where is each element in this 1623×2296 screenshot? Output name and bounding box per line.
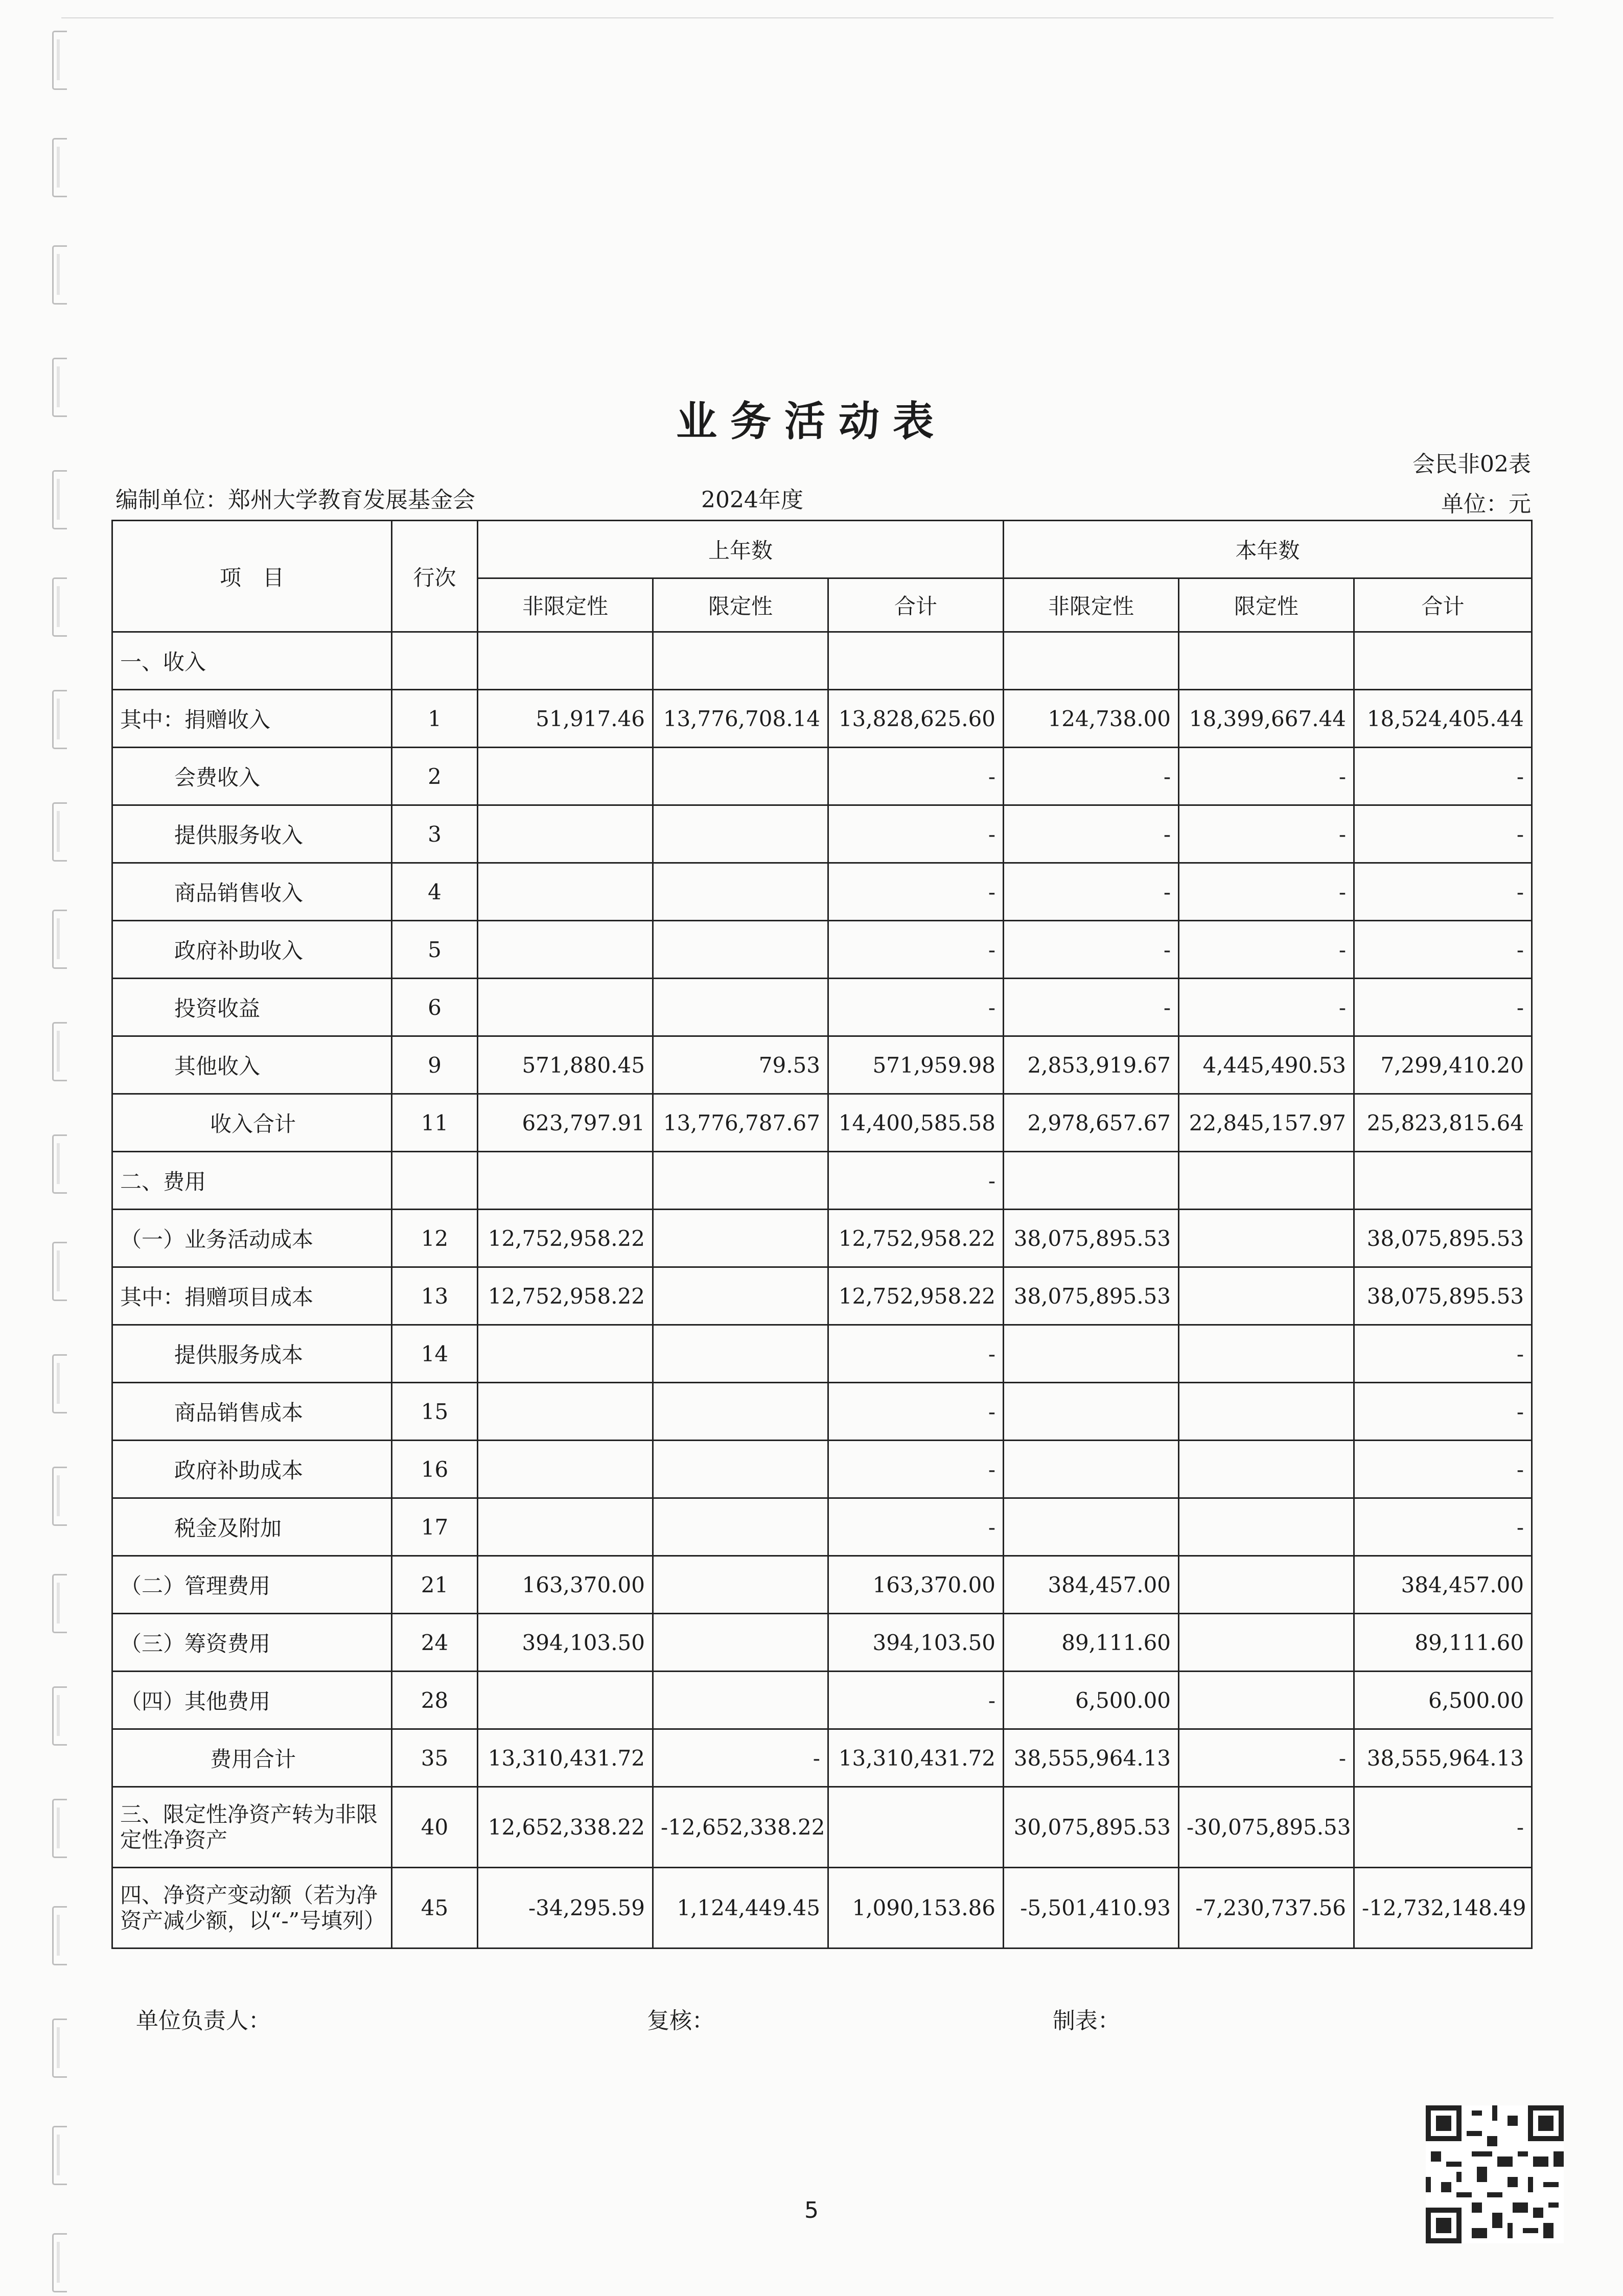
cell-cur-restricted (1179, 1210, 1354, 1267)
cell-prev-restricted (653, 1441, 828, 1498)
cell-prev-total: 571,959.98 (828, 1036, 1004, 1094)
cell-prev-restricted (653, 748, 828, 805)
currency-unit: 单位：元 (1441, 491, 1531, 517)
cell-cur-total: 18,524,405.44 (1354, 690, 1532, 748)
cell-prev-restricted: 13,776,708.14 (653, 690, 828, 748)
form-code: 会民非02表 (1412, 451, 1531, 477)
row-line-no: 17 (392, 1498, 478, 1556)
cell-prev-total: - (828, 1152, 1004, 1210)
cell-prev-unrestricted (478, 979, 653, 1036)
header-cur-year: 本年数 (1004, 521, 1532, 578)
cell-prev-unrestricted: 394,103.50 (478, 1614, 653, 1672)
table-row (112, 1152, 1532, 1210)
cell-cur-restricted (1179, 1383, 1354, 1441)
cell-cur-unrestricted (1004, 1152, 1179, 1210)
table-row (112, 1441, 1532, 1498)
cell-prev-total: 12,752,958.22 (828, 1267, 1004, 1325)
cell-cur-total: - (1354, 1325, 1532, 1383)
binder-hole (52, 1022, 67, 1081)
cell-prev-unrestricted (478, 1152, 653, 1210)
binder-hole (52, 1134, 67, 1194)
header-item: 项 目 (112, 521, 392, 632)
row-line-no: 28 (392, 1672, 478, 1729)
row-line-no: 14 (392, 1325, 478, 1383)
row-label: 费用合计 (112, 1729, 392, 1787)
cell-prev-unrestricted (478, 1383, 653, 1441)
cell-prev-restricted (653, 1672, 828, 1729)
cell-cur-unrestricted: 2,853,919.67 (1004, 1036, 1179, 1094)
cell-prev-unrestricted: 12,752,958.22 (478, 1210, 653, 1267)
row-label: 一、收入 (112, 632, 392, 690)
cell-cur-total: - (1354, 1787, 1532, 1868)
cell-cur-restricted: - (1179, 1729, 1354, 1787)
cell-prev-restricted: 1,124,449.45 (653, 1868, 828, 1949)
table-row (112, 1325, 1532, 1383)
cell-prev-total (828, 1787, 1004, 1868)
footer-preparer: 制表： (1053, 2008, 1120, 2034)
cell-prev-restricted: - (653, 1729, 828, 1787)
row-label: 其中：捐赠收入 (112, 690, 392, 748)
cell-prev-restricted (653, 1210, 828, 1267)
cell-prev-restricted (653, 1152, 828, 1210)
cell-cur-unrestricted (1004, 632, 1179, 690)
row-line-no: 3 (392, 805, 478, 863)
row-line-no: 11 (392, 1094, 478, 1152)
row-label: 商品销售收入 (112, 863, 392, 921)
cell-cur-unrestricted: 38,075,895.53 (1004, 1210, 1179, 1267)
cell-cur-unrestricted (1004, 1498, 1179, 1556)
cell-cur-unrestricted: 124,738.00 (1004, 690, 1179, 748)
header-prev-year: 上年数 (478, 521, 1004, 578)
binder-hole (52, 690, 67, 749)
row-line-no (392, 1152, 478, 1210)
cell-prev-unrestricted (478, 921, 653, 979)
row-line-no: 35 (392, 1729, 478, 1787)
cell-prev-total: - (828, 1672, 1004, 1729)
cell-prev-unrestricted: 571,880.45 (478, 1036, 653, 1094)
cell-prev-unrestricted: 12,652,338.22 (478, 1787, 653, 1868)
activity-statement-table (111, 520, 1533, 1949)
binder-hole (52, 577, 67, 637)
header-cur-unrestricted: 非限定性 (1004, 578, 1179, 632)
cell-prev-unrestricted: 13,310,431.72 (478, 1729, 653, 1787)
table-row (112, 1729, 1532, 1787)
cell-cur-total: -12,732,148.49 (1354, 1868, 1532, 1949)
row-line-no: 45 (392, 1868, 478, 1949)
cell-prev-unrestricted (478, 805, 653, 863)
cell-cur-total (1354, 632, 1532, 690)
binder-hole (52, 1906, 67, 1965)
cell-cur-total: 384,457.00 (1354, 1556, 1532, 1614)
table-row (112, 1556, 1532, 1614)
table-row (112, 748, 1532, 805)
cell-cur-unrestricted: - (1004, 863, 1179, 921)
table-row (112, 1787, 1532, 1868)
cell-cur-restricted: - (1179, 748, 1354, 805)
row-label: 政府补助成本 (112, 1441, 392, 1498)
cell-prev-unrestricted: 163,370.00 (478, 1556, 653, 1614)
cell-cur-unrestricted: 30,075,895.53 (1004, 1787, 1179, 1868)
cell-cur-restricted: 4,445,490.53 (1179, 1036, 1354, 1094)
row-line-no: 13 (392, 1267, 478, 1325)
cell-cur-total: 38,555,964.13 (1354, 1729, 1532, 1787)
cell-cur-restricted: - (1179, 863, 1354, 921)
cell-prev-restricted (653, 805, 828, 863)
cell-cur-unrestricted: 38,075,895.53 (1004, 1267, 1179, 1325)
cell-prev-restricted (653, 1325, 828, 1383)
cell-prev-restricted: 79.53 (653, 1036, 828, 1094)
page-number: 5 (804, 2197, 819, 2223)
cell-cur-restricted: - (1179, 805, 1354, 863)
cell-cur-total: - (1354, 979, 1532, 1036)
cell-prev-restricted (653, 1267, 828, 1325)
row-label: 会费收入 (112, 748, 392, 805)
page-top-edge (61, 17, 1554, 18)
cell-prev-total: 13,828,625.60 (828, 690, 1004, 748)
cell-cur-unrestricted: - (1004, 921, 1179, 979)
cell-prev-restricted (653, 863, 828, 921)
row-line-no: 2 (392, 748, 478, 805)
cell-prev-total: - (828, 748, 1004, 805)
table-row (112, 805, 1532, 863)
table-row (112, 1498, 1532, 1556)
cell-prev-restricted (653, 1556, 828, 1614)
cell-cur-unrestricted (1004, 1383, 1179, 1441)
row-label: 收入合计 (112, 1094, 392, 1152)
cell-prev-restricted (653, 921, 828, 979)
binder-hole (52, 470, 67, 529)
cell-cur-total (1354, 1152, 1532, 1210)
footer-unit-head: 单位负责人： (136, 2008, 271, 2034)
cell-prev-total (828, 632, 1004, 690)
cell-cur-restricted: 18,399,667.44 (1179, 690, 1354, 748)
row-label: 二、费用 (112, 1152, 392, 1210)
table-row (112, 979, 1532, 1036)
cell-cur-unrestricted: 384,457.00 (1004, 1556, 1179, 1614)
cell-cur-restricted (1179, 1325, 1354, 1383)
cell-prev-unrestricted: 12,752,958.22 (478, 1267, 653, 1325)
table-row (112, 863, 1532, 921)
cell-prev-restricted (653, 632, 828, 690)
cell-prev-unrestricted (478, 1498, 653, 1556)
row-line-no (392, 632, 478, 690)
cell-cur-total: - (1354, 748, 1532, 805)
cell-cur-restricted (1179, 1672, 1354, 1729)
binder-hole (52, 1242, 67, 1301)
table-row (112, 1267, 1532, 1325)
cell-prev-total: - (828, 1383, 1004, 1441)
row-label: 政府补助收入 (112, 921, 392, 979)
cell-cur-total: 7,299,410.20 (1354, 1036, 1532, 1094)
header-cur-total: 合计 (1354, 578, 1532, 632)
binder-hole (52, 2233, 67, 2292)
row-label: 其中：捐赠项目成本 (112, 1267, 392, 1325)
cell-prev-total: 14,400,585.58 (828, 1094, 1004, 1152)
row-line-no: 40 (392, 1787, 478, 1868)
binder-hole (52, 1799, 67, 1858)
header-prev-restricted: 限定性 (653, 578, 828, 632)
cell-cur-restricted (1179, 1556, 1354, 1614)
report-year: 2024年度 (701, 487, 803, 513)
cell-prev-unrestricted (478, 748, 653, 805)
row-label: （一）业务活动成本 (112, 1210, 392, 1267)
cell-cur-total: - (1354, 1441, 1532, 1498)
cell-prev-unrestricted (478, 1441, 653, 1498)
cell-cur-unrestricted: - (1004, 805, 1179, 863)
row-label: 税金及附加 (112, 1498, 392, 1556)
cell-cur-restricted: 22,845,157.97 (1179, 1094, 1354, 1152)
cell-prev-unrestricted: -34,295.59 (478, 1868, 653, 1949)
binder-hole (52, 31, 67, 90)
row-line-no: 21 (392, 1556, 478, 1614)
cell-prev-restricted (653, 1383, 828, 1441)
cell-cur-restricted (1179, 1614, 1354, 1672)
header-prev-unrestricted: 非限定性 (478, 578, 653, 632)
cell-prev-total: - (828, 979, 1004, 1036)
binder-hole (52, 910, 67, 969)
binder-hole (52, 802, 67, 862)
cell-cur-total: 38,075,895.53 (1354, 1210, 1532, 1267)
cell-prev-total: - (828, 805, 1004, 863)
table-row (112, 632, 1532, 690)
cell-prev-total: 13,310,431.72 (828, 1729, 1004, 1787)
table-row (112, 1094, 1532, 1152)
table-row (112, 1383, 1532, 1441)
cell-prev-unrestricted (478, 632, 653, 690)
cell-cur-unrestricted (1004, 1441, 1179, 1498)
qr-code (1426, 2105, 1564, 2243)
table-row (112, 1614, 1532, 1672)
table-row (112, 1036, 1532, 1094)
cell-cur-unrestricted: 6,500.00 (1004, 1672, 1179, 1729)
binder-hole (52, 1467, 67, 1526)
cell-prev-unrestricted (478, 863, 653, 921)
binder-hole (52, 1354, 67, 1413)
cell-cur-restricted: -30,075,895.53 (1179, 1787, 1354, 1868)
cell-prev-unrestricted: 623,797.91 (478, 1094, 653, 1152)
cell-prev-total: - (828, 863, 1004, 921)
cell-cur-total: 38,075,895.53 (1354, 1267, 1532, 1325)
cell-prev-unrestricted (478, 1325, 653, 1383)
cell-cur-total: - (1354, 863, 1532, 921)
cell-prev-restricted: 13,776,787.67 (653, 1094, 828, 1152)
row-label: （三）筹资费用 (112, 1614, 392, 1672)
row-line-no: 15 (392, 1383, 478, 1441)
cell-prev-total: 1,090,153.86 (828, 1868, 1004, 1949)
cell-prev-total: - (828, 1325, 1004, 1383)
table-row (112, 921, 1532, 979)
cell-prev-unrestricted: 51,917.46 (478, 690, 653, 748)
cell-cur-restricted: - (1179, 979, 1354, 1036)
row-line-no: 4 (392, 863, 478, 921)
cell-prev-restricted (653, 979, 828, 1036)
row-line-no: 24 (392, 1614, 478, 1672)
row-line-no: 16 (392, 1441, 478, 1498)
cell-cur-unrestricted (1004, 1325, 1179, 1383)
cell-cur-unrestricted: - (1004, 748, 1179, 805)
row-label: 提供服务收入 (112, 805, 392, 863)
cell-cur-restricted (1179, 1152, 1354, 1210)
cell-prev-total: 163,370.00 (828, 1556, 1004, 1614)
cell-cur-unrestricted: - (1004, 979, 1179, 1036)
table-body (112, 632, 1532, 1949)
cell-prev-restricted (653, 1614, 828, 1672)
binder-hole (52, 138, 67, 197)
cell-cur-restricted: -7,230,737.56 (1179, 1868, 1354, 1949)
row-label: 三、限定性净资产转为非限定性净资产 (112, 1787, 392, 1868)
cell-cur-total: - (1354, 921, 1532, 979)
cell-prev-restricted (653, 1498, 828, 1556)
cell-cur-unrestricted: 89,111.60 (1004, 1614, 1179, 1672)
cell-cur-unrestricted: -5,501,410.93 (1004, 1868, 1179, 1949)
table-row (112, 1672, 1532, 1729)
cell-cur-unrestricted: 2,978,657.67 (1004, 1094, 1179, 1152)
row-label: 其他收入 (112, 1036, 392, 1094)
cell-prev-total: - (828, 1498, 1004, 1556)
row-line-no: 9 (392, 1036, 478, 1094)
row-label: 提供服务成本 (112, 1325, 392, 1383)
cell-cur-restricted (1179, 1498, 1354, 1556)
cell-cur-total: 6,500.00 (1354, 1672, 1532, 1729)
cell-cur-total: - (1354, 805, 1532, 863)
binder-hole (52, 245, 67, 305)
cell-cur-restricted (1179, 1441, 1354, 1498)
row-line-no: 5 (392, 921, 478, 979)
row-label: 四、净资产变动额（若为净资产减少额，以“-”号填列） (112, 1868, 392, 1949)
cell-cur-restricted (1179, 632, 1354, 690)
cell-cur-total: 25,823,815.64 (1354, 1094, 1532, 1152)
header-cur-restricted: 限定性 (1179, 578, 1354, 632)
row-line-no: 6 (392, 979, 478, 1036)
binder-hole (52, 1686, 67, 1746)
cell-prev-total: - (828, 1441, 1004, 1498)
row-line-no: 12 (392, 1210, 478, 1267)
document-title: 业务活动表 (676, 398, 947, 445)
table-row (112, 1868, 1532, 1949)
row-label: （四）其他费用 (112, 1672, 392, 1729)
cell-cur-total: - (1354, 1383, 1532, 1441)
cell-cur-restricted (1179, 1267, 1354, 1325)
row-label: 投资收益 (112, 979, 392, 1036)
reporting-organization: 编制单位：郑州大学教育发展基金会 (115, 487, 475, 513)
header-line-no: 行次 (392, 521, 478, 632)
row-label: 商品销售成本 (112, 1383, 392, 1441)
row-line-no: 1 (392, 690, 478, 748)
cell-prev-total: - (828, 921, 1004, 979)
binder-hole (52, 2019, 67, 2078)
cell-cur-total: 89,111.60 (1354, 1614, 1532, 1672)
cell-cur-restricted: - (1179, 921, 1354, 979)
binder-hole (52, 2126, 67, 2185)
cell-prev-total: 12,752,958.22 (828, 1210, 1004, 1267)
cell-prev-total: 394,103.50 (828, 1614, 1004, 1672)
header-prev-total: 合计 (828, 578, 1004, 632)
cell-cur-total: - (1354, 1498, 1532, 1556)
binder-hole (52, 1574, 67, 1633)
cell-cur-unrestricted: 38,555,964.13 (1004, 1729, 1179, 1787)
row-label: （二）管理费用 (112, 1556, 392, 1614)
cell-prev-restricted: -12,652,338.22 (653, 1787, 828, 1868)
table-row (112, 1210, 1532, 1267)
footer-reviewer: 复核： (647, 2008, 714, 2034)
table-row (112, 690, 1532, 748)
cell-prev-unrestricted (478, 1672, 653, 1729)
